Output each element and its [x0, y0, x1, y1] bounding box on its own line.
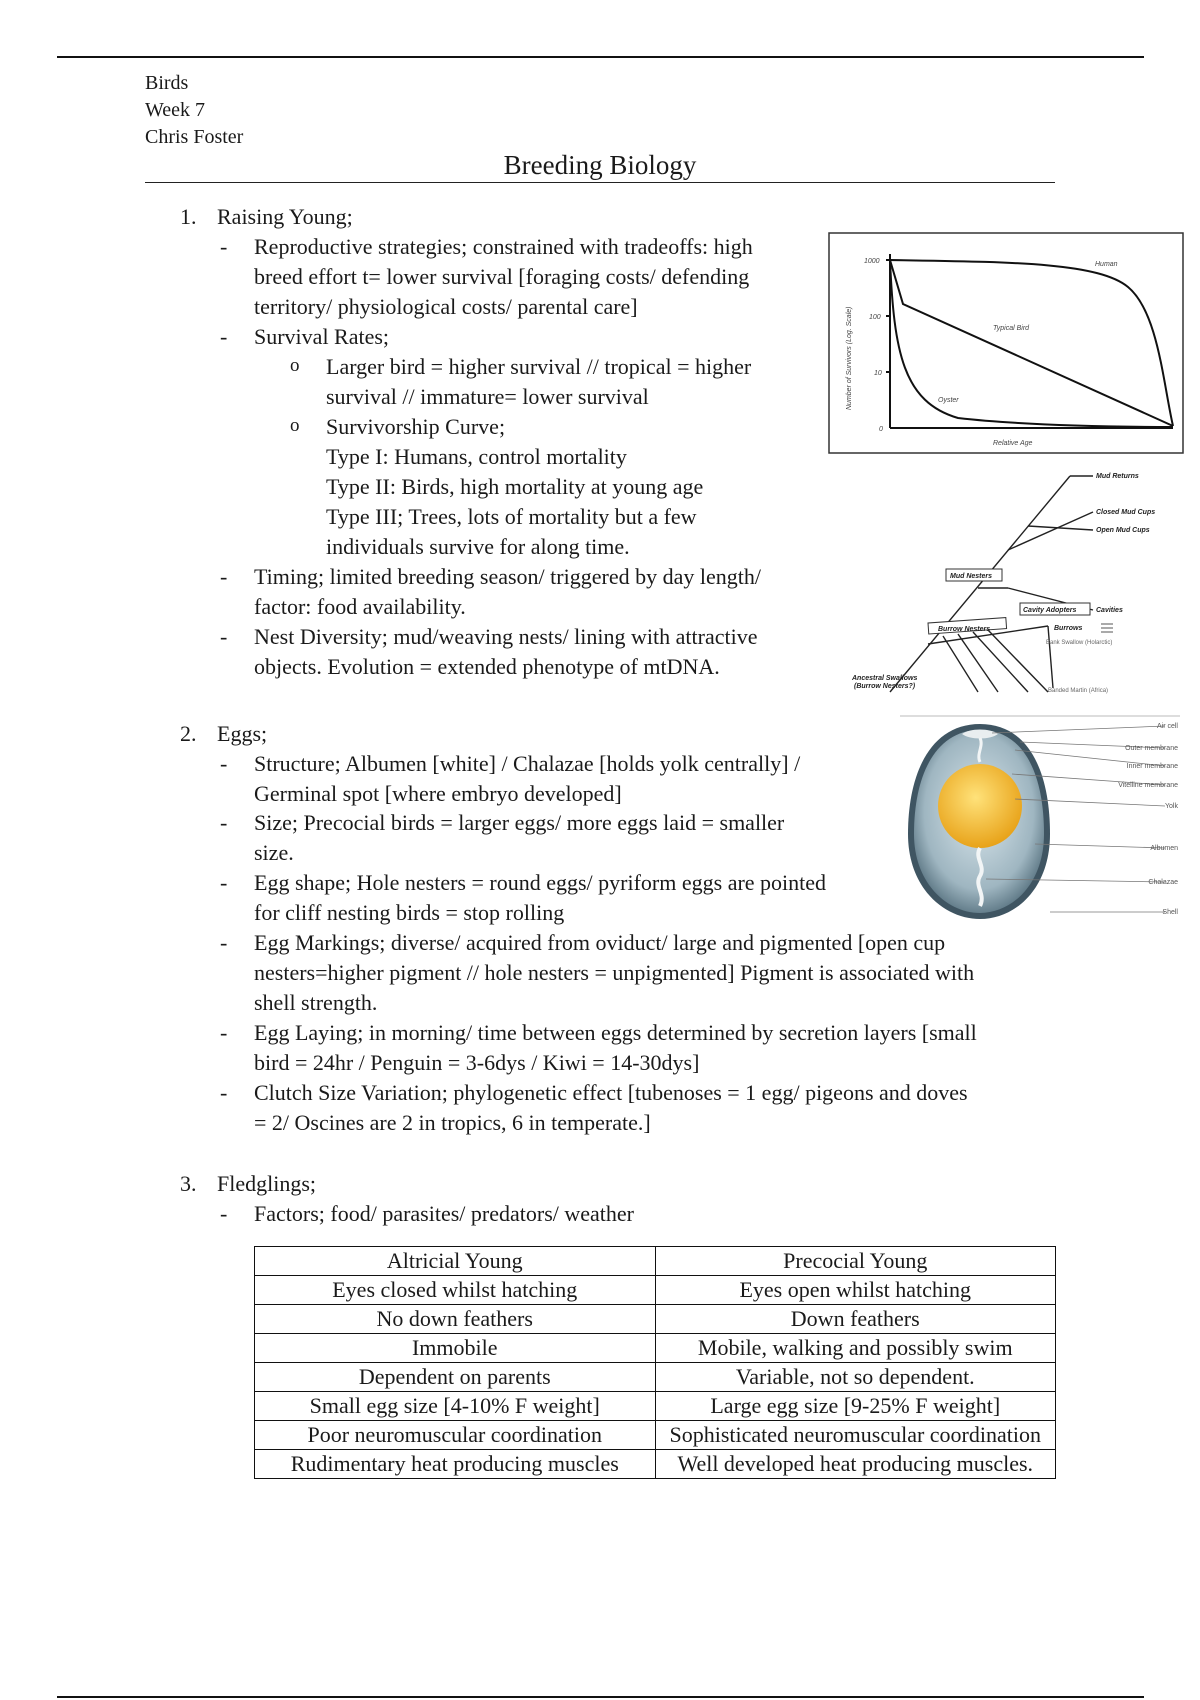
egg-label: Vitelline membrane [1118, 782, 1178, 789]
table-cell: Immobile [255, 1334, 656, 1363]
burrow-icon [1101, 624, 1113, 632]
bullet-line: Size; Precocial birds = larger eggs/ more eggs laid = smaller [254, 810, 785, 835]
bullet-line: Larger bird = higher survival // tropical = higher [326, 354, 752, 379]
bullet-line: Egg shape; Hole nesters = round eggs/ pyriform eggs are pointed [254, 870, 827, 895]
table-cell: Eyes closed whilst hatching [255, 1276, 656, 1305]
bullet-line: Survival Rates; [254, 324, 390, 349]
egg-label: Yolk [1165, 803, 1178, 810]
type-3-line: Type III; Trees, lots of mortality but a few [326, 504, 697, 529]
y-axis-label: Number of Survivors (Log. Scale) [846, 306, 853, 410]
table-row [255, 1363, 1056, 1392]
table-cell: Down feathers [655, 1305, 1056, 1334]
table-header-cell: Altricial Young [255, 1247, 656, 1276]
bullet-line: size. [254, 840, 294, 865]
table-header-row [255, 1247, 1056, 1276]
bullet-line: Clutch Size Variation; phylogenetic effect [tubenoses = 1 egg/ pigeons and doves [254, 1080, 968, 1105]
label-burrow-nesters: Burrow Nesters [938, 626, 991, 633]
top-rule [57, 56, 1144, 58]
y-tick-label: 10 [874, 370, 882, 377]
tree-branch [943, 636, 978, 692]
bullet-line: factor: food availability. [254, 594, 466, 619]
table-row [255, 1305, 1056, 1334]
label-cavities: Cavities [1096, 607, 1123, 614]
section-number: 2. [180, 721, 197, 746]
document-header [145, 70, 243, 151]
label-bank-swallow: Bank Swallow (Holarctic) [1046, 640, 1113, 646]
bullet-line: Factors; food/ parasites/ predators/ weather [254, 1201, 634, 1226]
table-row [255, 1334, 1056, 1363]
table-cell: Rudimentary heat producing muscles [255, 1450, 656, 1479]
bullet-line: Germinal spot [where embryo developed] [254, 781, 622, 806]
tree-trunk [890, 476, 1070, 692]
table-row [255, 1392, 1056, 1421]
section-title: Fledglings; [217, 1171, 317, 1196]
table-row [255, 1421, 1056, 1450]
series-label-bird: Typical Bird [993, 325, 1030, 332]
table-cell: Variable, not so dependent. [655, 1363, 1056, 1392]
y-tick-label: 100 [869, 314, 881, 321]
table-row [255, 1450, 1056, 1479]
section-number: 3. [180, 1171, 197, 1196]
egg-label: Outer membrane [1125, 745, 1178, 752]
tree-branch [1008, 512, 1093, 550]
label-ancestral-swallows: (Burrow Nesters?) [854, 683, 916, 690]
survivorship-chart [828, 232, 1184, 454]
chart-frame [829, 233, 1183, 453]
table-row [255, 1276, 1056, 1305]
tree-branch [988, 630, 1048, 692]
egg-label: Shell [1162, 909, 1178, 916]
table-cell: Eyes open whilst hatching [655, 1276, 1056, 1305]
label-burrows: Burrows [1054, 625, 1083, 632]
label-ancestral-swallows: Ancestral Swallows [852, 675, 918, 682]
table-header-cell: Precocial Young [655, 1247, 1056, 1276]
egg-yolk [938, 764, 1022, 848]
survivorship-types [326, 442, 703, 562]
altricial-precocial-table [254, 1246, 1056, 1479]
author-name: Chris Foster [145, 126, 244, 148]
bullet-line: Timing; limited breeding season/ triggered by day length/ [254, 564, 761, 589]
week-label: Week 7 [145, 99, 206, 121]
leader-line [1035, 844, 1165, 848]
series-label-oyster: Oyster [938, 397, 959, 404]
type-2-line: Type II: Birds, high mortality at young age [326, 474, 704, 499]
bullet-line: for cliff nesting birds = stop rolling [254, 900, 565, 925]
egg-diagram [900, 714, 1180, 924]
table-cell: Sophisticated neuromuscular coordination [655, 1421, 1056, 1450]
label-cavity-adopters: Cavity Adopters [1023, 607, 1077, 614]
tree-branch [1048, 626, 1053, 688]
egg-label: Air cell [1156, 723, 1178, 730]
egg-label: Chalazae [1148, 879, 1178, 886]
table-cell: Mobile, walking and possibly swim [655, 1334, 1056, 1363]
table-cell: Poor neuromuscular coordination [255, 1421, 656, 1450]
label-mud-nesters: Mud Nesters [950, 573, 993, 580]
label-open-mud-cups: Open Mud Cups [1096, 527, 1150, 534]
bottom-rule [57, 1696, 1144, 1698]
tree-branch [958, 634, 998, 692]
leader-line [992, 726, 1165, 733]
table-cell: Dependent on parents [255, 1363, 656, 1392]
table-cell: Small egg size [4-10% F weight] [255, 1392, 656, 1421]
y-tick-label: 1000 [864, 258, 880, 265]
table-cell: Large egg size [9-25% F weight] [655, 1392, 1056, 1421]
course-name: Birds [145, 72, 189, 94]
y-tick-label: 0 [879, 426, 883, 433]
bullet-line: Egg Laying; in morning/ time between eggs determined by secretion layers [small [254, 1020, 977, 1045]
table-cell: Well developed heat producing muscles. [655, 1450, 1056, 1479]
egg-label: Inner membrane [1126, 763, 1178, 770]
bullet-line: Survivorship Curve; [326, 414, 506, 439]
series-label-human: Human [1095, 261, 1118, 268]
table-cell: No down feathers [255, 1305, 656, 1334]
type-1-line: Type I: Humans, control mortality [326, 444, 627, 469]
egg-label: Albumen [1150, 845, 1178, 852]
bullet-line: = 2/ Oscines are 2 in tropics, 6 in temperate.] [254, 1110, 651, 1135]
section-title: Eggs; [217, 721, 268, 746]
type-3-line: individuals survive for along time. [326, 534, 630, 559]
bullet-line: breed effort t= lower survival [foraging costs/ defending [254, 264, 750, 289]
bullet-line: shell strength. [254, 990, 378, 1015]
bullet-line: Reproductive strategies; constrained with tradeoffs: high [254, 234, 753, 259]
section-title: Raising Young; [217, 204, 353, 229]
bullet-line: nesters=higher pigment // hole nesters = unpigmented] Pigment is associated with [254, 960, 975, 985]
bullet-line: territory/ physiological costs/ parental care] [254, 294, 638, 319]
label-mud-returns: Mud Returns [1096, 473, 1139, 480]
bullet-line: Nest Diversity; mud/weaving nests/ lining with attractive [254, 624, 758, 649]
label-banded-martin: Banded Martin (Africa) [1048, 688, 1109, 694]
bullet-line: Egg Markings; diverse/ acquired from oviduct/ large and pigmented [open cup [254, 930, 946, 955]
bullet-line: objects. Evolution = extended phenotype of mtDNA. [254, 654, 720, 679]
bullet-line: Structure; Albumen [white] / Chalazae [holds yolk centrally] / [254, 751, 801, 776]
bullet-line: bird = 24hr / Penguin = 3-6dys / Kiwi = 14-30dys] [254, 1050, 700, 1075]
bullet-line: survival // immature= lower survival [326, 384, 649, 409]
x-axis-label: Relative Age [993, 440, 1033, 447]
page-title: Breeding Biology [145, 150, 1055, 183]
section-number: 1. [180, 204, 197, 229]
nest-evolution-tree [848, 466, 1178, 701]
label-closed-mud-cups: Closed Mud Cups [1096, 509, 1156, 516]
